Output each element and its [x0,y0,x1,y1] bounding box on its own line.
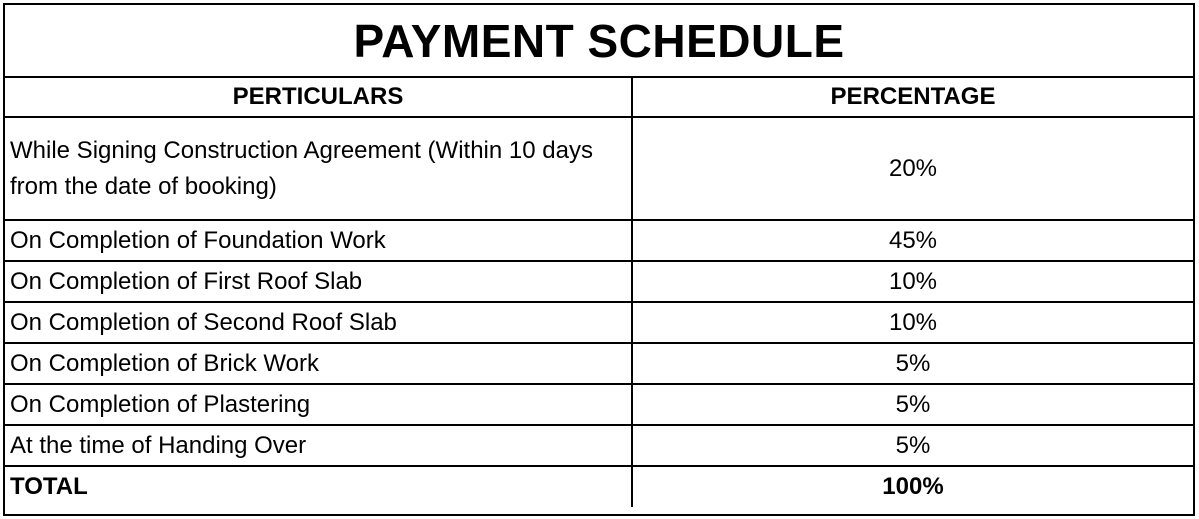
row-percentage: 20% [888,154,938,182]
table-title: PAYMENT SCHEDULE [353,14,845,67]
row-particular: While Signing Construction Agreement (Within 10 days from the date of booking) [5,118,633,219]
row-percentage: 10% [888,267,938,295]
table-row [5,118,1193,221]
row-percentage: 5% [895,431,931,459]
title-row [5,5,1193,78]
header-row [5,78,1193,118]
total-label: TOTAL [5,467,633,507]
table-row [5,426,1193,467]
table-row [5,385,1193,426]
payment-schedule-table [3,3,1195,516]
table-row [5,303,1193,344]
total-percentage: 100% [882,473,944,500]
row-particular: On Completion of First Roof Slab [5,262,633,301]
total-row [5,467,1193,507]
row-particular: On Completion of Foundation Work [5,221,633,260]
row-percentage: 10% [888,308,938,336]
table-row [5,262,1193,303]
table-row [5,221,1193,262]
header-particulars: PERTICULARS [5,78,633,116]
row-particular: On Completion of Brick Work [5,344,633,383]
row-particular: At the time of Handing Over [5,426,633,465]
table-row [5,344,1193,385]
row-particular: On Completion of Plastering [5,385,633,424]
row-percentage: 5% [895,349,931,377]
row-percentage: 45% [888,226,938,254]
header-percentage: PERCENTAGE [830,83,996,110]
row-percentage: 5% [895,390,931,418]
row-particular: On Completion of Second Roof Slab [5,303,633,342]
